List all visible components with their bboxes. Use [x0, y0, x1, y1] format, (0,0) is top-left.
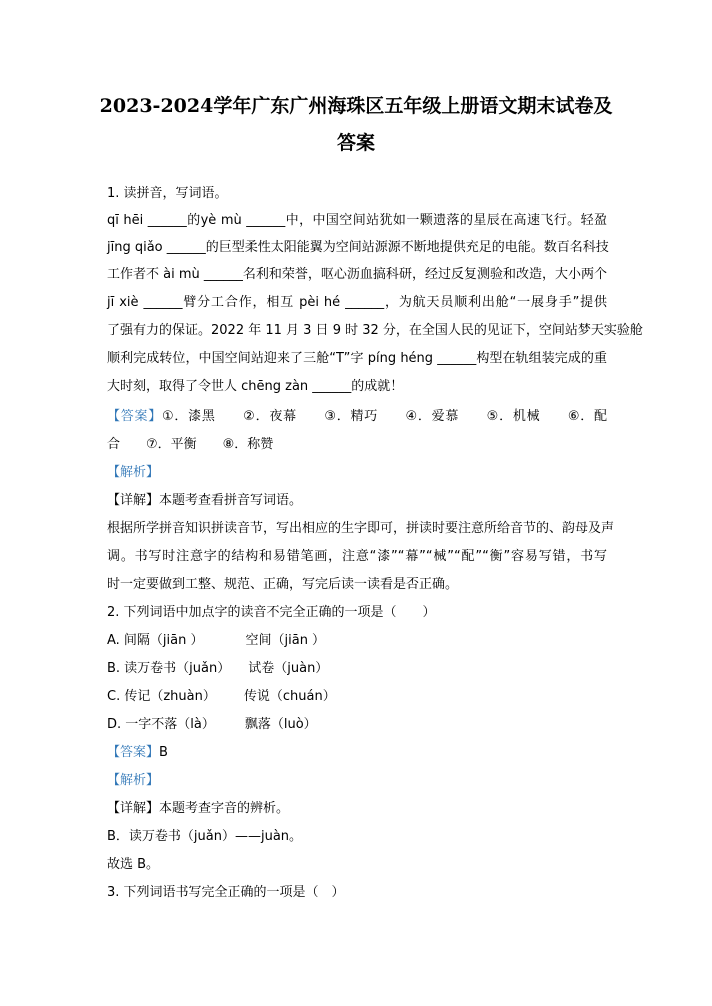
- question-1-stem: 1. 读拼音，写词语。: [107, 186, 228, 201]
- explanation-line: 故选 B。: [107, 857, 160, 872]
- detail-text: 【详解】本题考查字音的辨析。: [107, 801, 290, 816]
- explanation-line: 时一定要做到工整、规范、正确，写完后读一读看是否正确。: [107, 577, 459, 592]
- question-1-answer-continued: 合 ⑦．平衡 ⑧．称赞: [107, 437, 274, 452]
- question-1-body-line: jīng qiǎo ______的巨型柔性太阳能翼为空间站源源不断地提供充足的电能。数百名科技: [107, 240, 609, 255]
- option-a-word-2: 空间（jiān ）: [245, 633, 326, 648]
- detail-text: 【详解】本题考查看拼音写词语。: [107, 493, 303, 508]
- option-b-word-2: 试卷（juàn）: [248, 661, 329, 676]
- explanation-line: 根据所学拼音知识拼读音节，写出相应的生字即可，拼读时要注意所给音节的、韵母及声: [107, 521, 615, 536]
- explanation-line: 调。书写时注意字的结构和易错笔画，注意“漆”“幕”“械”“配”“衡”容易写错，书写: [107, 549, 607, 564]
- question-1-body-line: 顺利完成转位，中国空间站迎来了三舱“T”字 píng héng ______构型在轨组装完成的重: [107, 351, 607, 366]
- question-2-answer: [107, 743, 607, 763]
- option-c-word-2: 传说（chuán）: [243, 689, 336, 704]
- answer-text: ①．漆黑 ②．夜幕 ③．精巧 ④．爱慕 ⑤．机械 ⑥．配: [162, 409, 607, 424]
- answer-text: B: [159, 745, 168, 760]
- question-1-answer: [107, 407, 607, 427]
- question-1-body-line: qī hēi ______的yè mù ______中，中国空间站犹如一颗遗落的星辰在高速飞行。轻盈: [107, 213, 607, 228]
- option-b-word-1: B. 读万卷书（juǎn）: [107, 661, 231, 676]
- option-a-word-1: A. 间隔（jiān ）: [107, 633, 204, 648]
- question-2-stem: 2. 下列词语中加点字的读音不完全正确的一项是（ ）: [107, 605, 436, 620]
- question-3-stem: 3. 下列词语书写完全正确的一项是（ ）: [107, 885, 345, 900]
- question-2-option-a: [107, 631, 607, 651]
- document-title-line-2: 答案: [336, 132, 375, 154]
- question-2-option-b: [107, 659, 607, 679]
- option-d-word-2: 飘落（luò）: [244, 717, 317, 732]
- option-d-word-1: D. 一字不落（là）: [107, 717, 215, 732]
- option-c-word-1: C. 传记（zhuàn）: [107, 689, 216, 704]
- question-2-option-c: [107, 687, 607, 707]
- answer-label: 【答案】: [107, 745, 160, 760]
- analysis-label: 【解析】: [107, 465, 160, 480]
- explanation-line: B．读万卷书（juǎn）——juàn。: [107, 829, 303, 844]
- answer-label: 【答案】: [107, 409, 163, 424]
- question-1-body-line: 工作者不 ài mù ______名利和荣誉，呕心沥血搞科研，经过反复测验和改造，大小两个: [107, 267, 607, 282]
- question-1-body-line: 了强有力的保证。2022 年 11 月 3 日 9 时 32 分，在全国人民的见证下，空间站梦天实验舱: [107, 323, 643, 338]
- analysis-label: 【解析】: [107, 773, 160, 788]
- question-1-body-line: 大时刻，取得了令世人 chēng zàn ______的成就！: [107, 379, 404, 394]
- question-1-body-line: jī xiè ______臂分工合作，相互 pèi hé ______，为航天员顺利出舱“一展身手”提供: [107, 295, 607, 310]
- document-title-line-1: 2023-2024学年广东广州海珠区五年级上册语文期末试卷及: [99, 95, 613, 117]
- question-2-option-d: [107, 715, 607, 735]
